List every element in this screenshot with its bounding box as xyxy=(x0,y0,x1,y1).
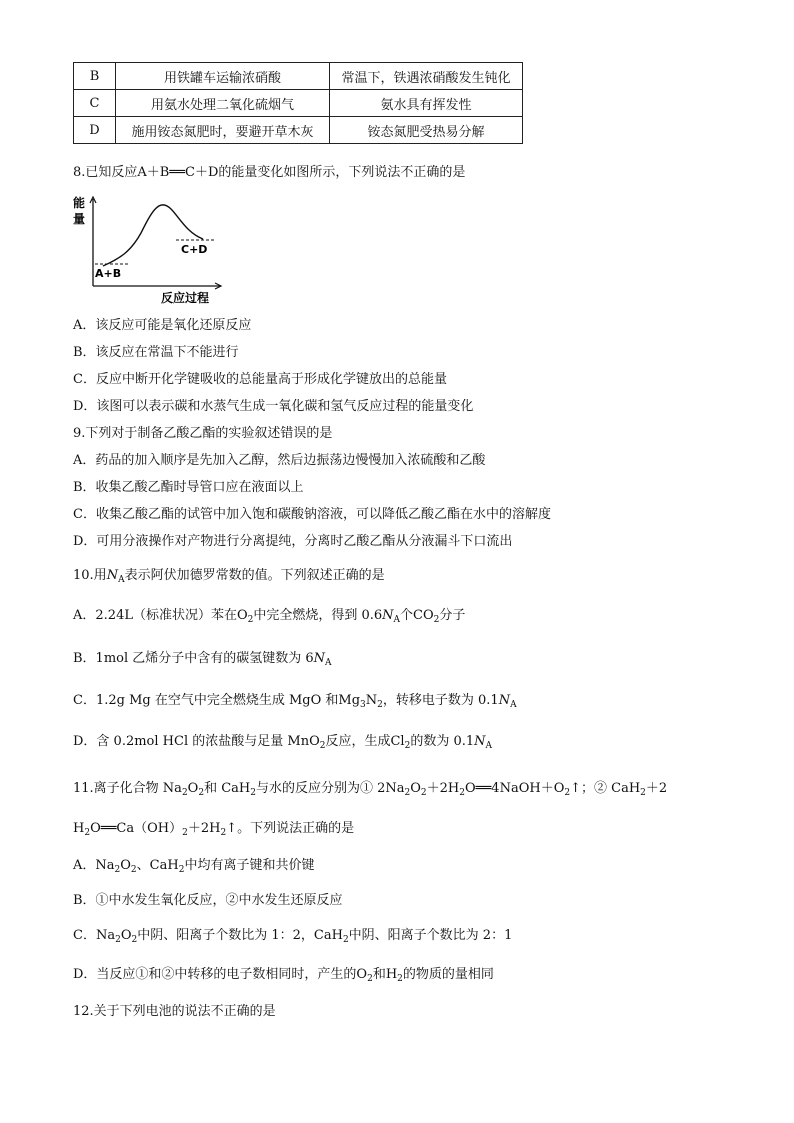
diagram-xlabel: 反应过程 xyxy=(161,291,210,305)
diagram-ylabel-1: 能 xyxy=(73,196,86,210)
q10-option-b: B．1mol 乙烯分子中含有的碳氢键数为 $6N_A$ xyxy=(73,651,332,668)
energy-diagram xyxy=(73,193,223,305)
q9-option-a: A．药品的加入顺序是先加入乙醇，然后边振荡边慢慢加入浓硫酸和乙酸 xyxy=(73,453,486,468)
q11-option-d: D．当反应①和②中转移的电子数相同时，产生的$O_2$和$H_2$的物质的量相同 xyxy=(73,967,494,984)
q10-option-a: A．2.24L（标准状况）苯在$O_2$中完全燃烧，得到 $0.6N_A$个$CO_2$分子 xyxy=(73,608,466,625)
products-label: C+D xyxy=(181,243,208,256)
q8-option-b: B．该反应在常温下不能进行 xyxy=(73,345,239,360)
q8-option-c: C．反应中断开化学键吸收的总能量高于形成化学键放出的总能量 xyxy=(73,372,447,387)
table-row xyxy=(74,117,523,144)
q11-stem-line2: $H_2O══Ca(OH)_2+2H_2↑$。下列说法正确的是 xyxy=(73,821,355,838)
q11-stem-line1: 11.离子化合物 $Na_2O_2$和 CaH$_2$与水的反应分别为① $2Na_2O_2+2H_2O══4NaOH+O_2↑$；② CaH$_2$＋2 xyxy=(73,781,668,798)
q8-option-a: A．该反应可能是氧化还原反应 xyxy=(73,318,252,333)
option-action: 用氨水处理二氧化硫烟气 xyxy=(116,90,330,117)
q12-stem: 12.关于下列电池的说法不正确的是 xyxy=(73,1004,276,1019)
option-reason: 氨水具有挥发性 xyxy=(330,90,523,117)
diagram-ylabel-2: 量 xyxy=(73,212,86,226)
table-row xyxy=(74,90,523,117)
energy-curve xyxy=(103,205,203,266)
q11-option-b: B．①中水发生氧化反应，②中水发生还原反应 xyxy=(73,893,343,908)
option-action: 施用铵态氮肥时，要避开草木灰 xyxy=(116,117,330,144)
option-reason: 常温下，铁遇浓硝酸发生钝化 xyxy=(330,63,523,90)
q11-option-a: A．$Na_2O_2$、CaH$_2$中均有离子键和共价键 xyxy=(73,858,315,875)
option-letter: B xyxy=(74,63,116,90)
option-letter: C xyxy=(74,90,116,117)
q9-option-b: B．收集乙酸乙酯时导管口应在液面以上 xyxy=(73,480,304,495)
reactants-label: A+B xyxy=(95,267,122,280)
option-letter: D xyxy=(74,117,116,144)
q11-option-c: C．$Na_2O_2$中阴、阳离子个数比为 1：2，CaH$_2$中阴、阳离子个数比为 2：1 xyxy=(73,928,513,945)
q10-stem: 10.用$N_A$表示阿伏加德罗常数的值。下列叙述正确的是 xyxy=(73,568,385,585)
option-action: 用铁罐车运输浓硝酸 xyxy=(116,63,330,90)
options-table xyxy=(73,62,523,144)
table-row xyxy=(74,63,523,90)
q9-option-d: D．可用分液操作对产物进行分离提纯，分离时乙酸乙酯从分液漏斗下口流出 xyxy=(73,534,513,549)
option-reason: 铵态氮肥受热易分解 xyxy=(330,117,523,144)
q9-stem: 9.下列对于制备乙酸乙酯的实验叙述错误的是 xyxy=(73,426,333,441)
q8-stem: 8.已知反应A＋B══C＋D的能量变化如图所示，下列说法不正确的是 xyxy=(73,165,466,180)
q10-option-c: C．1.2g Mg 在空气中完全燃烧生成 MgO 和$Mg_3N_2$，转移电子数为 $0.1N_A$ xyxy=(73,693,517,710)
q10-option-d: D．含 0.2mol HCl 的浓盐酸与足量 MnO$_2$反应，生成$Cl_2$的数为 $0.1N_A$ xyxy=(73,734,492,751)
q8-option-d: D．该图可以表示碳和水蒸气生成一氧化碳和氢气反应过程的能量变化 xyxy=(73,399,474,414)
q9-option-c: C．收集乙酸乙酯的试管中加入饱和碳酸钠溶液，可以降低乙酸乙酯在水中的溶解度 xyxy=(73,507,551,522)
